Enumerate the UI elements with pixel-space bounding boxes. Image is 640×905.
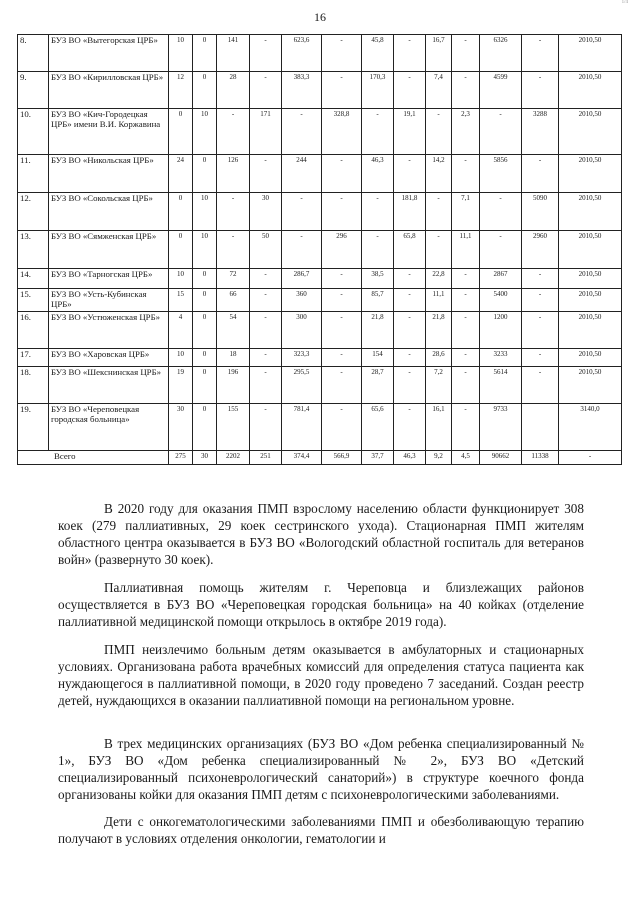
value-cell: - [282, 109, 322, 155]
value-cell: 28,7 [362, 366, 394, 403]
value-cell: - [322, 269, 362, 289]
value-cell: - [322, 348, 362, 366]
value-cell: - [480, 193, 522, 231]
value-cell: 7,4 [426, 72, 452, 109]
value-cell: 11,1 [452, 231, 480, 269]
value-cell: 244 [282, 155, 322, 193]
value-cell: - [282, 231, 322, 269]
value-cell: - [394, 311, 426, 348]
value-cell: 65,6 [362, 403, 394, 450]
value-cell: - [394, 348, 426, 366]
hospital-beds-table [17, 34, 622, 465]
table-row [18, 231, 622, 269]
organization-name-cell: БУЗ ВО «Череповецкая городская больница» [49, 403, 169, 450]
value-cell: - [394, 289, 426, 312]
value-cell: - [394, 269, 426, 289]
value-cell: 10 [169, 348, 193, 366]
value-cell: 0 [193, 403, 217, 450]
table-row [18, 269, 622, 289]
value-cell: - [452, 403, 480, 450]
value-cell: 0 [193, 155, 217, 193]
value-cell: - [452, 35, 480, 72]
value-cell: 2,3 [452, 109, 480, 155]
value-cell: - [250, 366, 282, 403]
value-cell: - [522, 155, 559, 193]
value-cell: - [250, 35, 282, 72]
organization-name-cell: БУЗ ВО «Кич-Городецкая ЦРБ» имени В.И. Коржавина [49, 109, 169, 155]
value-cell: 5090 [522, 193, 559, 231]
value-cell: 1200 [480, 311, 522, 348]
value-cell: - [522, 269, 559, 289]
table-row [18, 72, 622, 109]
value-cell: - [452, 366, 480, 403]
value-cell: - [426, 193, 452, 231]
total-value-cell: 566,9 [322, 450, 362, 464]
value-cell: - [322, 155, 362, 193]
value-cell: 9733 [480, 403, 522, 450]
value-cell: - [250, 155, 282, 193]
value-cell: 85,7 [362, 289, 394, 312]
value-cell: - [322, 72, 362, 109]
row-number-cell: 19. [18, 403, 49, 450]
value-cell: 16,1 [426, 403, 452, 450]
value-cell: 0 [169, 109, 193, 155]
value-cell: 781,4 [282, 403, 322, 450]
value-cell: 2010,50 [559, 231, 622, 269]
organization-name-cell: БУЗ ВО «Устюженская ЦРБ» [49, 311, 169, 348]
value-cell: 2010,50 [559, 269, 622, 289]
value-cell: 19 [169, 366, 193, 403]
value-cell: - [394, 72, 426, 109]
total-value-cell: 2202 [217, 450, 250, 464]
value-cell: 296 [322, 231, 362, 269]
value-cell: 154 [362, 348, 394, 366]
value-cell: - [322, 311, 362, 348]
value-cell: 0 [169, 231, 193, 269]
value-cell: 50 [250, 231, 282, 269]
value-cell: - [250, 348, 282, 366]
value-cell [522, 403, 559, 450]
value-cell: 7,2 [426, 366, 452, 403]
value-cell: 5856 [480, 155, 522, 193]
value-cell: - [250, 311, 282, 348]
value-cell: 4 [169, 311, 193, 348]
value-cell: - [522, 72, 559, 109]
value-cell: 2010,50 [559, 193, 622, 231]
value-cell: 5400 [480, 289, 522, 312]
organization-name-cell: БУЗ ВО «Сокольская ЦРБ» [49, 193, 169, 231]
value-cell: 21,8 [362, 311, 394, 348]
paragraph-specialized-organizations: В трех медицинских организациях (БУЗ ВО «Дом ребенка специализированный № 1», БУЗ ВО «Дом ребенка специализированный № 2», БУЗ ВО «Детский специализированный психоневрологический санаторий») в структуре коечного фонда организованы койки для оказания ПМП детям с психоневрологическими заболеваниями. [58, 736, 584, 802]
organization-name-cell: БУЗ ВО «Тарногская ЦРБ» [49, 269, 169, 289]
row-number-cell: 13. [18, 231, 49, 269]
row-number-cell: 8. [18, 35, 49, 72]
value-cell: 65,8 [394, 231, 426, 269]
row-number-cell: 14. [18, 269, 49, 289]
row-number-cell: 12. [18, 193, 49, 231]
value-cell: 0 [169, 193, 193, 231]
organization-name-cell: БУЗ ВО «Усть-Кубинская ЦРБ» [49, 289, 169, 312]
value-cell: 126 [217, 155, 250, 193]
organization-name-cell: БУЗ ВО «Сямженская ЦРБ» [49, 231, 169, 269]
value-cell: - [480, 109, 522, 155]
value-cell: - [362, 109, 394, 155]
value-cell: - [394, 403, 426, 450]
value-cell: - [522, 311, 559, 348]
value-cell: 2010,50 [559, 35, 622, 72]
total-row [18, 450, 622, 464]
value-cell: - [394, 155, 426, 193]
organization-name-cell: БУЗ ВО «Вытегорская ЦРБ» [49, 35, 169, 72]
value-cell: 3233 [480, 348, 522, 366]
value-cell: 22,8 [426, 269, 452, 289]
value-cell: - [522, 366, 559, 403]
value-cell: 10 [169, 35, 193, 72]
paragraph-adult-palliative-beds: В 2020 году для оказания ПМП взрослому населению области функционирует 308 коек (279 паллиативных, 29 коек сестринского ухода). Стационарная ПМП жителям областного центра оказывается в БУЗ ВО «Вологодский областной госпиталь для ветеранов войн» (развернуто 30 коек). [58, 501, 584, 567]
row-number-cell: 9. [18, 72, 49, 109]
value-cell: 2010,50 [559, 155, 622, 193]
value-cell: - [217, 109, 250, 155]
total-value-cell: 46,3 [394, 450, 426, 464]
value-cell: 155 [217, 403, 250, 450]
value-cell: 141 [217, 35, 250, 72]
value-cell: 171 [250, 109, 282, 155]
total-value-cell: 30 [193, 450, 217, 464]
value-cell: 2010,50 [559, 366, 622, 403]
value-cell: 66 [217, 289, 250, 312]
value-cell: 10 [193, 109, 217, 155]
row-number-cell: 18. [18, 366, 49, 403]
value-cell: - [362, 231, 394, 269]
value-cell: 295,5 [282, 366, 322, 403]
page-number: 16 [314, 10, 326, 24]
value-cell: 19,1 [394, 109, 426, 155]
value-cell: - [282, 193, 322, 231]
value-cell: - [522, 35, 559, 72]
row-number-cell: 17. [18, 348, 49, 366]
value-cell: 12 [169, 72, 193, 109]
value-cell: 10 [193, 231, 217, 269]
value-cell: 623,6 [282, 35, 322, 72]
value-cell: - [452, 72, 480, 109]
value-cell: 38,5 [362, 269, 394, 289]
total-value-cell: 374,4 [282, 450, 322, 464]
value-cell: - [452, 269, 480, 289]
value-cell: - [362, 193, 394, 231]
value-cell: - [522, 289, 559, 312]
value-cell: 196 [217, 366, 250, 403]
value-cell: 181,8 [394, 193, 426, 231]
value-cell: - [250, 269, 282, 289]
row-number-cell: 10. [18, 109, 49, 155]
value-cell: 11,1 [426, 289, 452, 312]
total-value-cell: - [559, 450, 622, 464]
total-value-cell: 11338 [522, 450, 559, 464]
value-cell: - [322, 403, 362, 450]
total-value-cell: 9,2 [426, 450, 452, 464]
total-label-cell: Всего [18, 450, 169, 464]
value-cell: 45,8 [362, 35, 394, 72]
value-cell: - [322, 289, 362, 312]
table-row [18, 35, 622, 72]
table-row [18, 155, 622, 193]
table-row [18, 348, 622, 366]
value-cell: 2010,50 [559, 289, 622, 312]
value-cell: 0 [193, 269, 217, 289]
total-value-cell: 275 [169, 450, 193, 464]
value-cell: 46,3 [362, 155, 394, 193]
table-row [18, 366, 622, 403]
value-cell: - [217, 231, 250, 269]
value-cell: 0 [193, 72, 217, 109]
value-cell: - [250, 403, 282, 450]
value-cell: - [452, 155, 480, 193]
value-cell: - [426, 109, 452, 155]
total-value-cell: 37,7 [362, 450, 394, 464]
value-cell: 0 [193, 366, 217, 403]
value-cell: 2010,50 [559, 72, 622, 109]
value-cell: 170,3 [362, 72, 394, 109]
value-cell: 328,8 [322, 109, 362, 155]
value-cell: 30 [169, 403, 193, 450]
value-cell: - [322, 193, 362, 231]
value-cell: 383,3 [282, 72, 322, 109]
value-cell: 54 [217, 311, 250, 348]
value-cell: - [217, 193, 250, 231]
value-cell: 300 [282, 311, 322, 348]
row-number-cell: 11. [18, 155, 49, 193]
table-row [18, 193, 622, 231]
paragraph-oncohematology: Дети с онкогематологическими заболеваниями ПМП и обезболивающую терапию получают в условиях отделения онкологии, гематологии и [58, 814, 584, 846]
value-cell: 286,7 [282, 269, 322, 289]
value-cell: 6326 [480, 35, 522, 72]
value-cell: 0 [193, 35, 217, 72]
value-cell: 18 [217, 348, 250, 366]
total-value-cell: 4,5 [452, 450, 480, 464]
value-cell: 15 [169, 289, 193, 312]
table-row [18, 289, 622, 312]
value-cell: - [452, 289, 480, 312]
value-cell: 3288 [522, 109, 559, 155]
value-cell: - [480, 231, 522, 269]
value-cell: 14,2 [426, 155, 452, 193]
value-cell: 10 [169, 269, 193, 289]
value-cell: 30 [250, 193, 282, 231]
corner-mark: 1/4 [621, 0, 628, 5]
total-value-cell: 90662 [480, 450, 522, 464]
value-cell: - [250, 72, 282, 109]
value-cell: 0 [193, 289, 217, 312]
value-cell: 2010,50 [559, 109, 622, 155]
organization-name-cell: БУЗ ВО «Кирилловская ЦРБ» [49, 72, 169, 109]
value-cell: 2010,50 [559, 311, 622, 348]
value-cell: 323,3 [282, 348, 322, 366]
value-cell: 2867 [480, 269, 522, 289]
value-cell: - [426, 231, 452, 269]
value-cell: 21,8 [426, 311, 452, 348]
value-cell: - [394, 366, 426, 403]
value-cell: 2010,50 [559, 348, 622, 366]
value-cell: 4599 [480, 72, 522, 109]
table-row [18, 311, 622, 348]
value-cell: 0 [193, 348, 217, 366]
value-cell: 16,7 [426, 35, 452, 72]
value-cell: - [250, 289, 282, 312]
value-cell: 10 [193, 193, 217, 231]
organization-name-cell: БУЗ ВО «Шекснинская ЦРБ» [49, 366, 169, 403]
value-cell: 72 [217, 269, 250, 289]
value-cell: - [394, 35, 426, 72]
table-row [18, 109, 622, 155]
value-cell: 360 [282, 289, 322, 312]
value-cell: - [452, 311, 480, 348]
value-cell: - [322, 366, 362, 403]
value-cell: 5614 [480, 366, 522, 403]
value-cell: 0 [193, 311, 217, 348]
paragraph-cherepovets-palliative: Паллиативная помощь жителям г. Череповца и близлежащих районов осуществляется в БУЗ ВО «Череповецкая городская больница» на 40 койках (отделение паллиативной медицинской помощи открылось в октябре 2019 года). [58, 580, 584, 629]
total-value-cell: 251 [250, 450, 282, 464]
row-number-cell: 16. [18, 311, 49, 348]
value-cell: 7,1 [452, 193, 480, 231]
organization-name-cell: БУЗ ВО «Харовская ЦРБ» [49, 348, 169, 366]
value-cell: 24 [169, 155, 193, 193]
paragraph-children-palliative: ПМП неизлечимо больным детям оказывается в амбулаторных и стационарных условиях. Организована работа врачебных комиссий для определения статуса пациента как нуждающегося в паллиативной помощи, в 2020 году проведено 7 заседаний. Создан реестр детей, нуждающихся в оказании паллиативной помощи на региональном уровне. [58, 642, 584, 708]
value-cell: 3140,0 [559, 403, 622, 450]
value-cell: 2960 [522, 231, 559, 269]
value-cell: - [452, 348, 480, 366]
organization-name-cell: БУЗ ВО «Никольская ЦРБ» [49, 155, 169, 193]
value-cell: - [322, 35, 362, 72]
value-cell: 28,6 [426, 348, 452, 366]
value-cell: - [522, 348, 559, 366]
value-cell: 28 [217, 72, 250, 109]
table-row [18, 403, 622, 450]
row-number-cell: 15. [18, 289, 49, 312]
